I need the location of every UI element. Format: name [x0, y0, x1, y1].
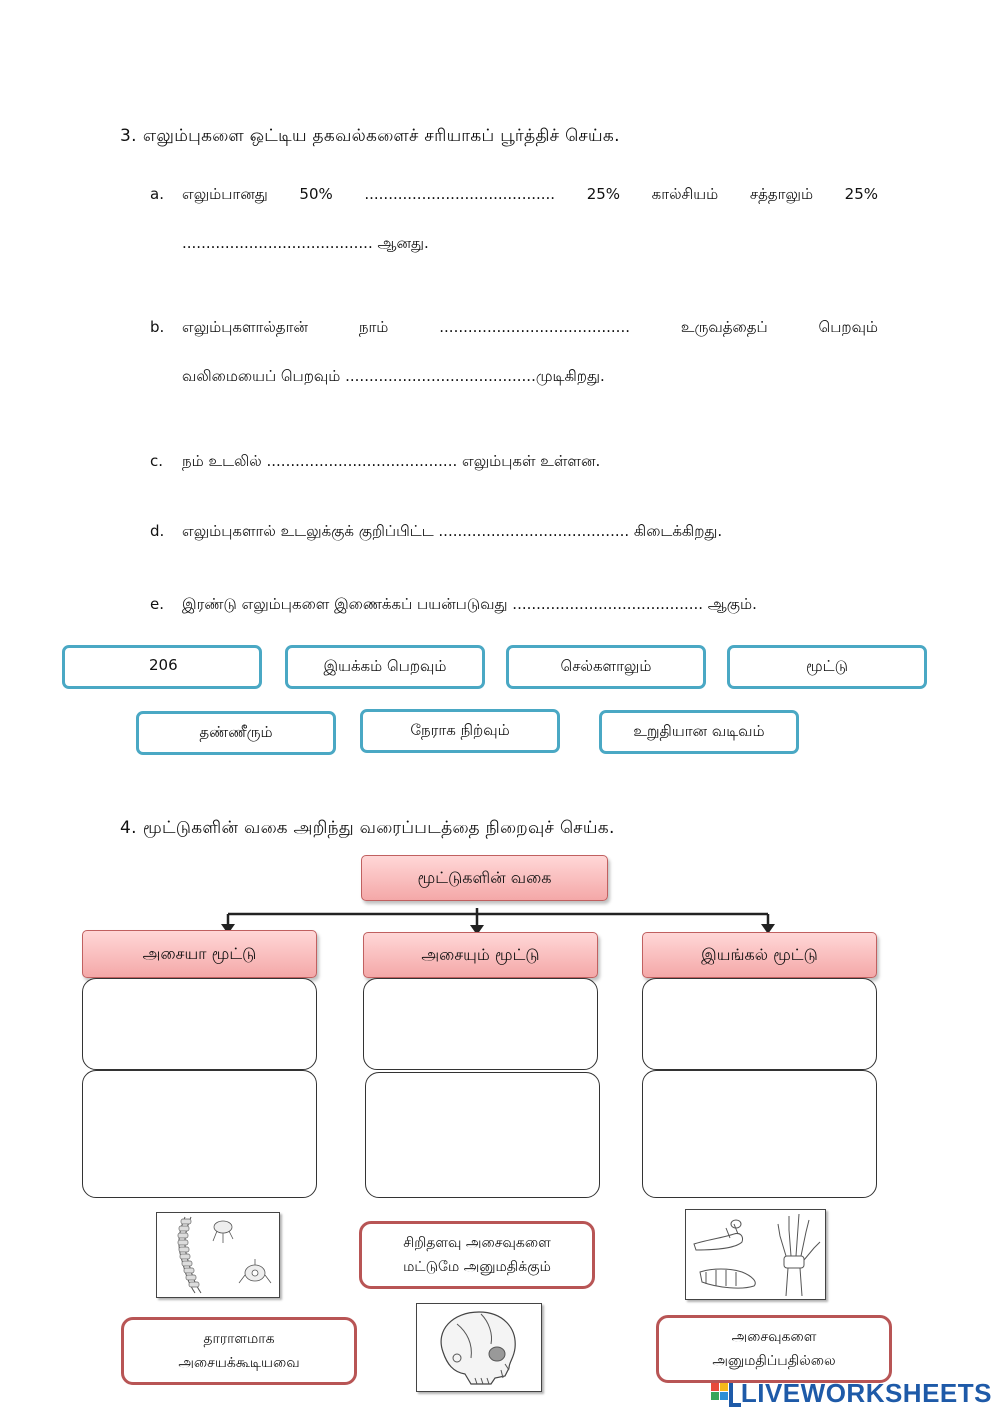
- spine-icon: [157, 1213, 278, 1296]
- spine-vertebrae-image[interactable]: [156, 1212, 280, 1298]
- liveworksheets-logo: [711, 1378, 992, 1409]
- drop-zone-iyangal-1[interactable]: [642, 978, 877, 1070]
- word-option-206[interactable]: 206: [62, 645, 262, 689]
- hand-foot-icon: [686, 1210, 824, 1298]
- item-e-letter: e.: [150, 595, 164, 613]
- category-asaiya: அசையா மூட்டு: [82, 930, 317, 978]
- option-thaaraalamaaga[interactable]: [121, 1317, 357, 1385]
- option-thaaraalamaaga-line-2: அசையக்கூடியவை: [178, 1355, 300, 1371]
- item-c-line-1: நம் உடலில் ........................................ எலும்புகள் உள்ளன.: [182, 452, 601, 470]
- drop-zone-asaiyum-2[interactable]: [365, 1072, 600, 1198]
- drop-zone-asaiya-1[interactable]: [82, 978, 317, 1070]
- item-d-letter: d.: [150, 522, 165, 540]
- drop-zone-asaiyum-1[interactable]: [363, 978, 598, 1070]
- item-a-letter: a.: [150, 185, 164, 203]
- option-asaivugalai-line-2: அனுமதிப்பதில்லை: [712, 1353, 836, 1369]
- item-a-line-2: ........................................ ஆனது.: [182, 234, 429, 252]
- q3-title: எலும்புகளை ஒட்டிய தகவல்களைச் சரியாகப் பூர்த்திச் செய்க.: [142, 126, 620, 146]
- option-asaivugalai-line-1: அசைவுகளை: [731, 1329, 817, 1345]
- item-e-line-1: இரண்டு எலும்புகளை இணைக்கப் பயன்படுவது ........................................ ஆகும்.: [182, 595, 757, 613]
- q4-title: மூட்டுகளின் வகை அறிந்து வரைப்படத்தை நிறைவுச் செய்க.: [142, 818, 615, 838]
- word-option-iyakkam[interactable]: இயக்கம் பெறவும்: [285, 645, 485, 689]
- q3-number: 3.: [120, 126, 137, 146]
- word-option-thanneerum[interactable]: தண்ணீரும்: [136, 711, 336, 755]
- item-b-line-1: எலும்புகளால்தான் நாம் ........................................ உருவத்தைப் பெறவும்: [182, 318, 878, 336]
- drop-zone-asaiya-2[interactable]: [82, 1070, 317, 1198]
- option-asaivugalai[interactable]: [656, 1315, 892, 1383]
- option-sirithalavu[interactable]: [359, 1221, 595, 1289]
- word-option-selgalalum[interactable]: செல்களாலும்: [506, 645, 706, 689]
- skull-image[interactable]: [416, 1303, 542, 1392]
- category-iyangal: இயங்கல் மூட்டு: [642, 932, 877, 978]
- skull-icon: [417, 1304, 540, 1390]
- item-c-letter: c.: [150, 452, 164, 470]
- q4-number: 4.: [120, 818, 137, 838]
- word-option-uruthiyana[interactable]: உறுதியான வடிவம்: [599, 710, 799, 754]
- category-asaiyum: அசையும் மூட்டு: [363, 932, 598, 978]
- liveworksheets-wordmark: LIVEWORKSHEETS: [740, 1378, 992, 1408]
- item-d-line-1: எலும்புகளால் உடலுக்குக் குறிப்பிட்ட ........................................ கிடைக்கிறது.: [182, 522, 723, 540]
- option-sirithalavu-line-2: மட்டுமே அனுமதிக்கும்: [403, 1259, 551, 1275]
- word-option-moottu[interactable]: மூட்டு: [727, 645, 927, 689]
- liveworksheets-icon: [711, 1379, 741, 1409]
- option-sirithalavu-line-1: சிறிதளவு அசைவுகளை: [403, 1235, 551, 1251]
- item-b-line-2: வலிமையைப் பெறவும் ........................................முடிகிறது.: [182, 367, 605, 385]
- hand-foot-bones-image[interactable]: [685, 1209, 826, 1300]
- drop-zone-iyangal-2[interactable]: [642, 1070, 877, 1198]
- word-option-neraaga[interactable]: நேராக நிற்வும்: [360, 709, 560, 753]
- root-node: மூட்டுகளின் வகை: [361, 855, 608, 901]
- item-b-letter: b.: [150, 318, 165, 336]
- option-thaaraalamaaga-line-1: தாராளமாக: [203, 1331, 275, 1347]
- item-a-line-1: எலும்பானது 50% ........................................ 25% கால்சியம் சத்தாலும் 25%: [182, 185, 878, 203]
